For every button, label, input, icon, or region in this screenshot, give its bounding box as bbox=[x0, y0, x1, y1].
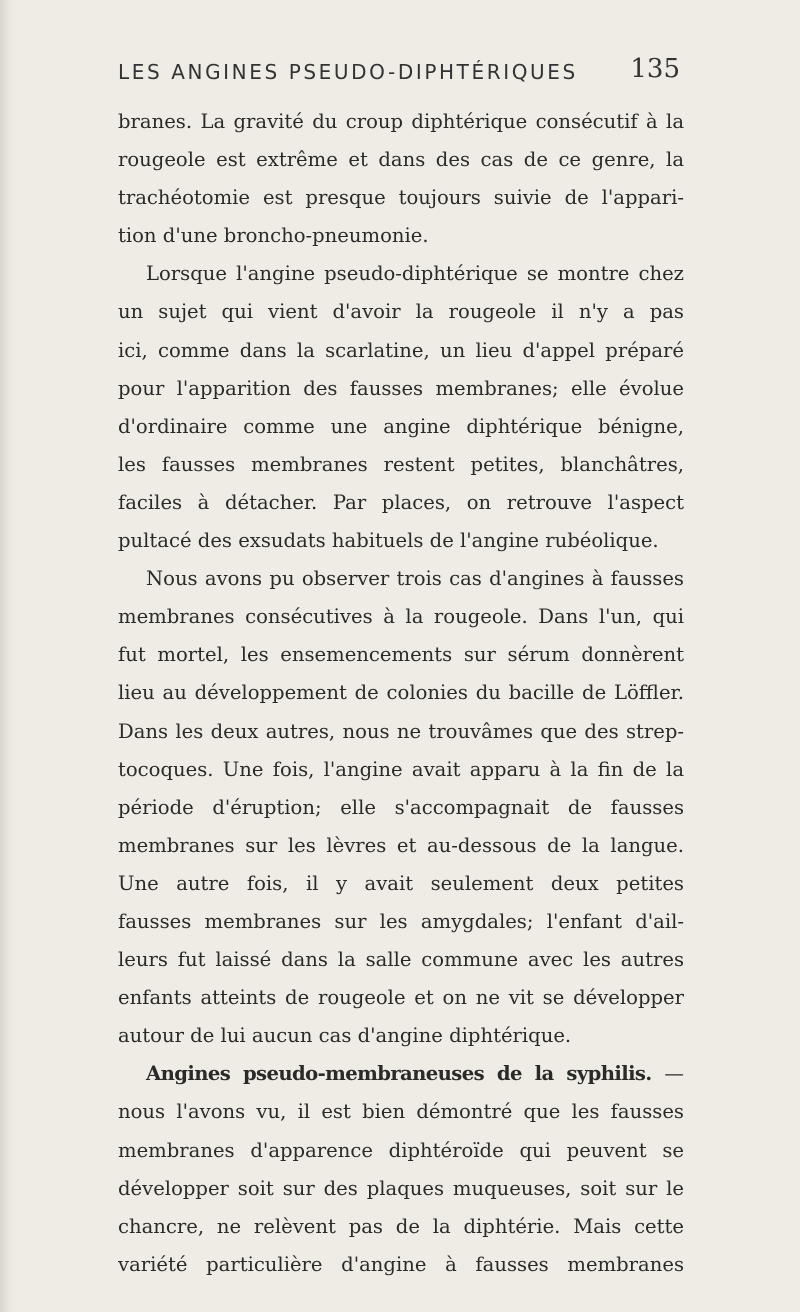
text-line: d'ordinaire comme une angine diphtérique bénigne, bbox=[118, 414, 684, 438]
text-line: développer soit sur des plaques muqueuses, soit sur le bbox=[118, 1176, 684, 1200]
binding-shadow bbox=[0, 0, 14, 1312]
text-line: Dans les deux autres, nous ne trouvâmes que des strep- bbox=[118, 719, 684, 743]
page-number: 135 bbox=[630, 54, 680, 84]
text-line: faciles à détacher. Par places, on retrouve l'aspect bbox=[118, 490, 684, 514]
text-line: trachéotomie est presque toujours suivie de l'appari- bbox=[118, 186, 684, 210]
running-title: LES ANGINES PSEUDO-DIPHTÉRIQUES bbox=[118, 60, 578, 84]
text-line: les fausses membranes restent petites, blanchâtres, bbox=[118, 452, 684, 476]
text-line: pour l'apparition des fausses membranes; elle évolue bbox=[118, 376, 684, 400]
text-line: chancre, ne relèvent pas de la diphtérie. Mais cette bbox=[118, 1214, 684, 1238]
text-line: pultacé des exsudats habituels de l'angine rubéolique. bbox=[118, 529, 659, 553]
text-line: un sujet qui vient d'avoir la rougeole il n'y a pas bbox=[118, 300, 684, 324]
text-line: ici, comme dans la scarlatine, un lieu d'appel préparé bbox=[118, 338, 684, 362]
text-line: lieu au développement de colonies du bacille de Löffler. bbox=[118, 681, 684, 705]
body-text bbox=[118, 103, 684, 1284]
text-line: membranes consécutives à la rougeole. Dans l'un, qui bbox=[118, 605, 684, 629]
text-line: rougeole est extrême et dans des cas de ce genre, la bbox=[118, 148, 684, 172]
text-line: fut mortel, les ensemencements sur sérum donnèrent bbox=[118, 643, 684, 667]
text-line: tocoques. Une fois, l'angine avait apparu à la fin de la bbox=[118, 757, 684, 781]
text-line: leurs fut laissé dans la salle commune avec les autres bbox=[118, 948, 684, 972]
section-heading-line bbox=[118, 1055, 684, 1093]
heading-tail: — bbox=[664, 1062, 684, 1086]
running-head bbox=[118, 52, 680, 92]
text-line: période d'éruption; elle s'accompagnait de fausses bbox=[118, 795, 684, 819]
text-line: branes. La gravité du croup diphtérique consécutif à la bbox=[118, 110, 684, 133]
text-line: membranes sur les lèvres et au-dessous de la langue. bbox=[118, 833, 684, 857]
text-line: tion d'une broncho-pneumonie. bbox=[118, 224, 429, 248]
section-heading: Angines pseudo-membraneuses de la syphilis. bbox=[146, 1062, 652, 1086]
text-line: variété particulière d'angine à fausses membranes bbox=[118, 1252, 684, 1276]
text-line: enfants atteints de rougeole et on ne vit se développer bbox=[118, 986, 684, 1010]
text-line: Lorsque l'angine pseudo-diphtérique se montre chez bbox=[146, 262, 684, 286]
text-line: fausses membranes sur les amygdales; l'enfant d'ail- bbox=[118, 909, 684, 933]
text-line: autour de lui aucun cas d'angine diphtérique. bbox=[118, 1024, 572, 1048]
text-line: Nous avons pu observer trois cas d'angines à fausses bbox=[146, 567, 684, 591]
text-line: membranes d'apparence diphtéroïde qui peuvent se bbox=[118, 1138, 684, 1162]
text-line: nous l'avons vu, il est bien démontré que les fausses bbox=[118, 1100, 684, 1124]
text-line: Une autre fois, il y avait seulement deux petites bbox=[118, 871, 684, 895]
